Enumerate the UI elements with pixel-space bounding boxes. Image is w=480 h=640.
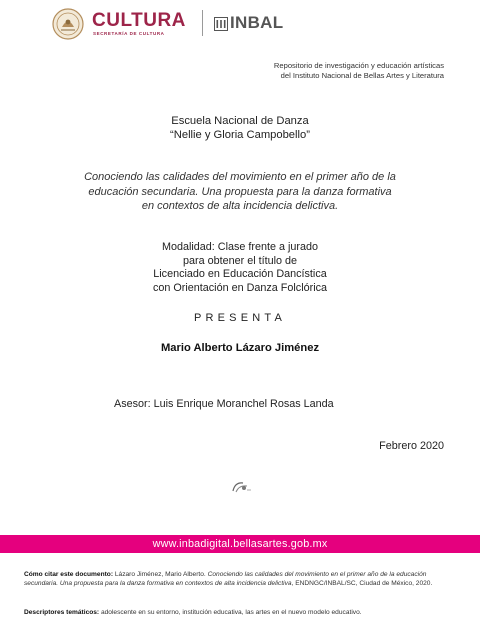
school-name bbox=[0, 114, 480, 142]
thesis-title-line-2: educación secundaria. Una propuesta para la danza formativa bbox=[88, 185, 392, 198]
citation-title: Conociendo las calidades del movimiento en el primer año de la educación secundaria. Una propuesta para la danza formativa en contextos de alta incidencia delictiva bbox=[24, 571, 427, 588]
citation-author: Lázaro Jiménez, Mario Alberto. bbox=[113, 571, 208, 578]
logo-divider bbox=[202, 10, 203, 36]
school-line-1: Escuela Nacional de Danza bbox=[171, 115, 309, 127]
thematic-descriptors bbox=[24, 608, 464, 617]
modality-line-2: para obtener el título de bbox=[182, 254, 298, 267]
header-logos bbox=[52, 6, 312, 42]
inbal-building-icon bbox=[214, 17, 228, 31]
document-date: Febrero 2020 bbox=[379, 440, 444, 452]
school-line-2: “Nellie y Gloria Campobello” bbox=[170, 129, 310, 141]
modality-line-3: Licenciado en Educación Dancística bbox=[153, 268, 327, 280]
thesis-title bbox=[0, 170, 480, 214]
modality-line-1: Modalidad: Clase frente a jurado bbox=[161, 241, 319, 253]
repository-line-1: Repositorio de investigación y educación artísticas bbox=[273, 61, 444, 70]
repository-url-link[interactable]: www.inbadigital.bellasartes.gob.mx bbox=[152, 538, 328, 550]
thesis-title-line-3: en contextos de alta incidencia delictiva. bbox=[141, 200, 339, 212]
modality-line-4: con Orientación en Danza Folclórica bbox=[152, 281, 328, 294]
secretaria-subtitle: SECRETARÍA DE CULTURA bbox=[93, 31, 165, 36]
presenta-heading: PRESENTA bbox=[193, 312, 287, 324]
school-logo-icon bbox=[229, 480, 253, 494]
author-name: Mario Alberto Lázaro Jiménez bbox=[160, 342, 320, 354]
citation-rest: , ENDNGC/INBAL/SC, Ciudad de México, 2020. bbox=[291, 580, 433, 588]
degree-modality bbox=[0, 241, 480, 295]
citation-label: Cómo citar este documento: bbox=[24, 571, 114, 578]
citation-block bbox=[24, 570, 456, 589]
inbal-wordmark: INBAL bbox=[230, 13, 284, 32]
thesis-title-line-1: Conociendo las calidades del movimiento en el primer año de la bbox=[84, 171, 396, 183]
cultura-wordmark: CULTURA bbox=[92, 10, 186, 31]
descriptors-text: adolescente en su entorno, institución educativa, las artes en el nuevo modelo educativo. bbox=[99, 609, 362, 616]
repository-line-2: del Instituto Nacional de Bellas Artes y Literatura bbox=[280, 71, 444, 80]
descriptors-label: Descriptores temáticos: bbox=[24, 609, 100, 616]
repository-notice bbox=[274, 61, 444, 81]
coat-of-arms-seal-icon bbox=[52, 8, 84, 40]
advisor-name: Asesor: Luis Enrique Moranchel Rosas Landa bbox=[114, 398, 334, 410]
